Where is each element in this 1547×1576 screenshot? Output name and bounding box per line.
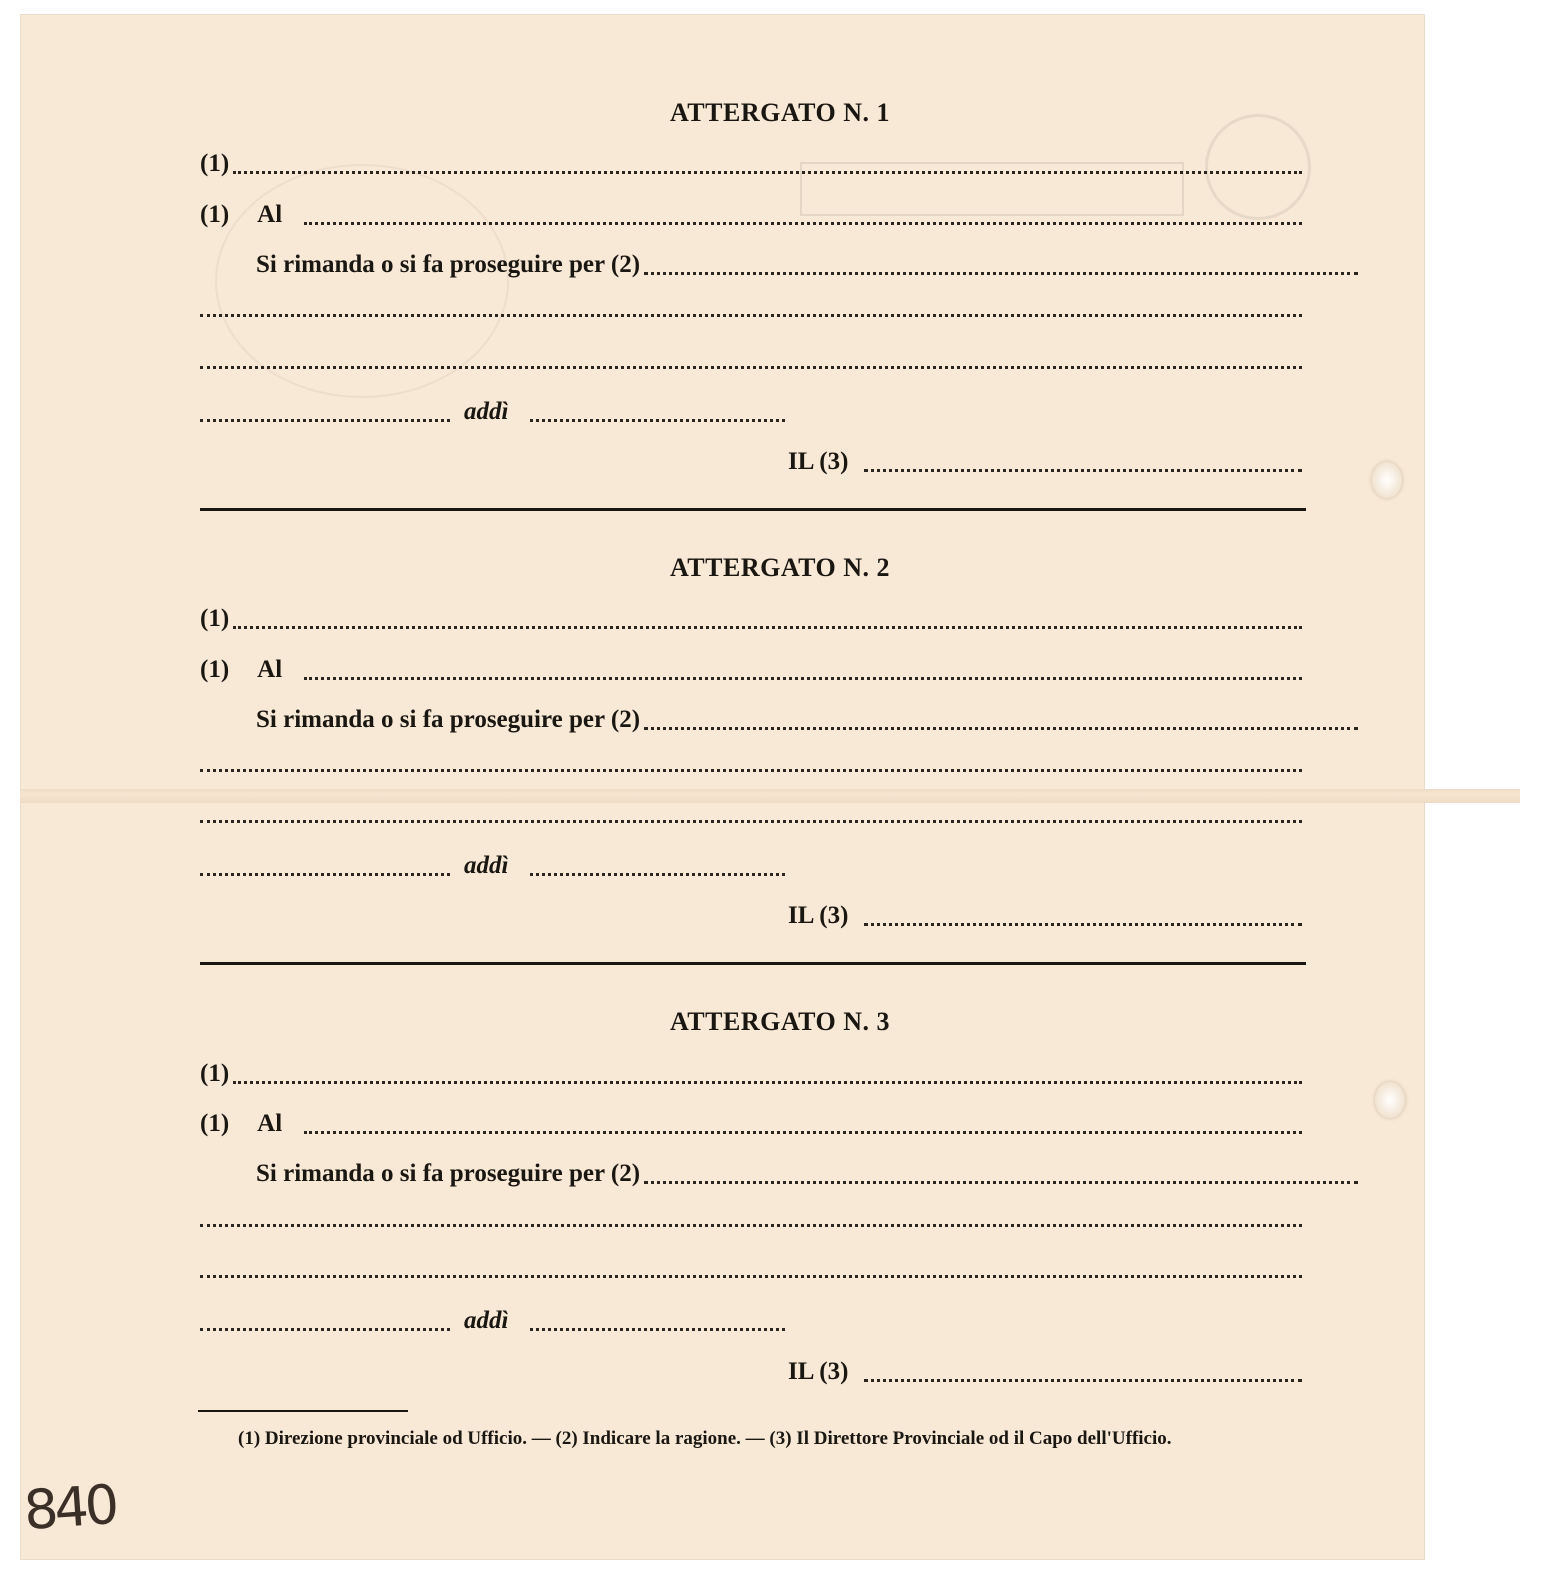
attergato-3-signature-row[interactable]: [788, 1356, 1302, 1386]
dotted-field: [644, 1181, 1358, 1184]
section-divider: [200, 508, 1306, 511]
attergato-1-blank-line-2[interactable]: [200, 366, 1302, 369]
attergato-2-title: ATTERGATO N. 2: [669, 553, 891, 582]
al-label: Al: [257, 201, 283, 228]
line-label: (1): [200, 1110, 230, 1137]
addi-label: addì: [464, 1307, 509, 1334]
signature-field: [864, 1379, 1302, 1382]
footnote: (1) Direzione provinciale od Ufficio. — (2) Indicare la ragione. — (3) Il Direttore Provinciale od il Capo dell'Ufficio.: [238, 1428, 1172, 1449]
attergato-1-title: ATTERGATO N. 1: [669, 98, 891, 127]
attergato-3-line-al[interactable]: [200, 1108, 1302, 1138]
attergato-2-signature-row[interactable]: [788, 900, 1302, 930]
reason-label: Si rimanda o si fa proseguire per (2): [256, 251, 641, 278]
il-label: IL (3): [788, 448, 849, 475]
attergato-2-line-office[interactable]: [200, 603, 1302, 633]
dotted-field: [644, 727, 1358, 730]
attergato-3-date-row[interactable]: [200, 1305, 785, 1335]
line-label: (1): [200, 1060, 230, 1087]
section-divider: [200, 962, 1306, 965]
attergato-1-signature-row[interactable]: [788, 446, 1302, 476]
attergato-1-date-row[interactable]: [200, 396, 785, 426]
reason-label: Si rimanda o si fa proseguire per (2): [256, 706, 641, 733]
attergato-3-line-reason[interactable]: [200, 1158, 1358, 1188]
attergato-1-line-office[interactable]: [200, 148, 1302, 178]
attergato-2-line-reason[interactable]: [200, 704, 1358, 734]
attergato-3-line-office[interactable]: [200, 1058, 1302, 1088]
attergato-1-line-al[interactable]: [200, 199, 1302, 229]
signature-field: [864, 923, 1302, 926]
attergato-3-title: ATTERGATO N. 3: [669, 1007, 891, 1036]
place-field: [200, 873, 450, 876]
attergato-3-blank-line-2[interactable]: [200, 1275, 1302, 1278]
footnote-rule: [198, 1410, 408, 1412]
attergato-2-blank-line-1[interactable]: [200, 769, 1302, 772]
line-label: (1): [200, 150, 230, 177]
attergato-2-blank-line-2[interactable]: [200, 820, 1302, 823]
dotted-field: [304, 222, 1302, 225]
attergato-2-date-row[interactable]: [200, 850, 785, 880]
attergato-3-blank-line-1[interactable]: [200, 1224, 1302, 1227]
al-label: Al: [257, 1110, 283, 1137]
form-sheet: [20, 14, 1425, 1560]
al-label: Al: [257, 656, 283, 683]
addi-label: addì: [464, 852, 509, 879]
attergato-1-line-reason[interactable]: [200, 249, 1358, 279]
dotted-field: [304, 1131, 1302, 1134]
handwritten-number: 840: [21, 1472, 118, 1543]
fold-crease: [20, 789, 1520, 803]
dotted-field: [304, 677, 1302, 680]
line-label: (1): [200, 656, 230, 683]
line-label: (1): [200, 605, 230, 632]
dotted-field: [233, 626, 1302, 629]
place-field: [200, 419, 450, 422]
place-field: [200, 1328, 450, 1331]
date-field: [530, 419, 785, 422]
reason-label: Si rimanda o si fa proseguire per (2): [256, 1160, 641, 1187]
attergato-2-line-al[interactable]: [200, 654, 1302, 684]
line-label: (1): [200, 201, 230, 228]
dotted-field: [233, 1081, 1302, 1084]
signature-field: [864, 469, 1302, 472]
il-label: IL (3): [788, 902, 849, 929]
date-field: [530, 1328, 785, 1331]
date-field: [530, 873, 785, 876]
dotted-field: [644, 272, 1358, 275]
punch-hole: [1372, 462, 1402, 498]
dotted-field: [233, 171, 1302, 174]
il-label: IL (3): [788, 1358, 849, 1385]
attergato-1-blank-line-1[interactable]: [200, 314, 1302, 317]
punch-hole: [1375, 1082, 1405, 1118]
addi-label: addì: [464, 398, 509, 425]
